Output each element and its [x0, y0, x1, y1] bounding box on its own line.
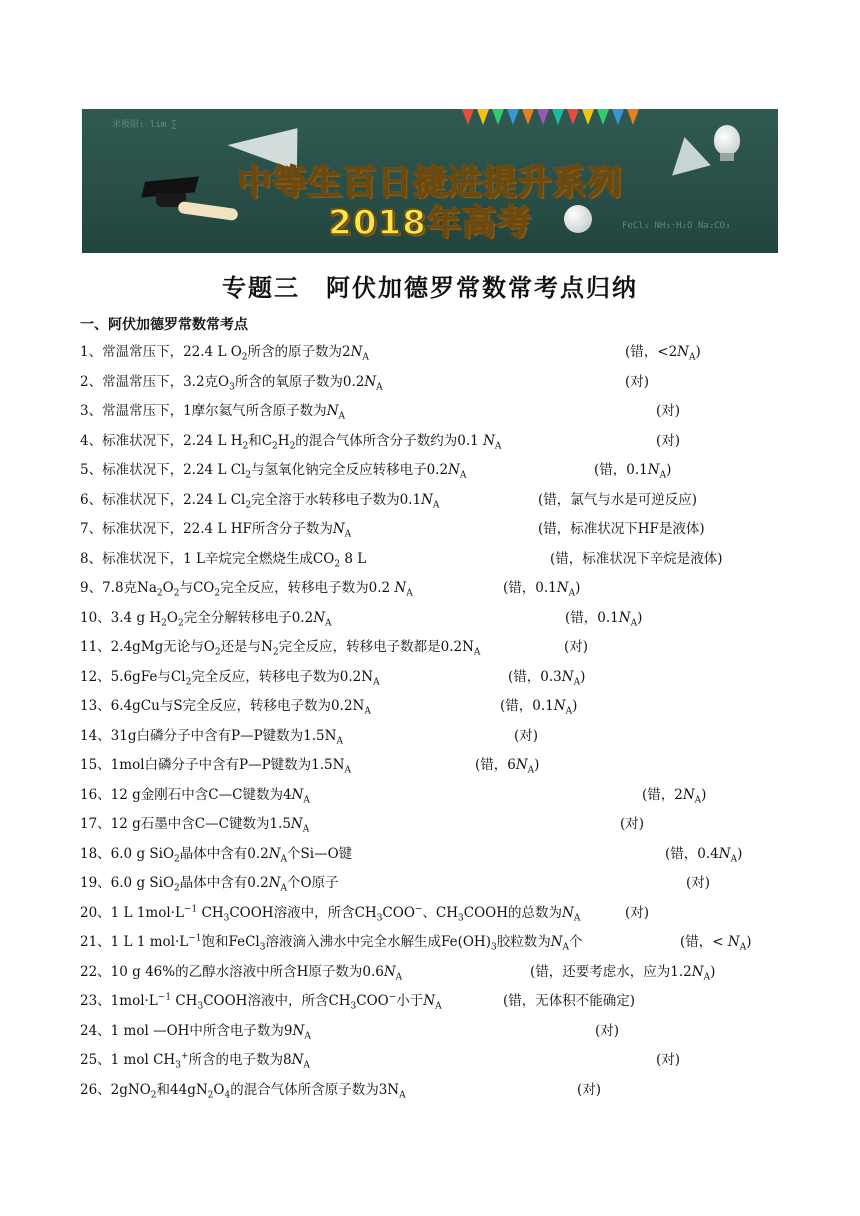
question-text: 22、10 g 46%的乙醇水溶液中所含H原子数为$0.6N_A$ — [80, 963, 403, 983]
list-item — [80, 1019, 780, 1041]
list-item — [80, 429, 780, 451]
answer-text: (对) — [656, 403, 681, 419]
list-item — [80, 458, 780, 480]
question-text: 21、1 L 1 $mol\cdot L^{-1}$饱和FeCl$_3$溶液滴入沸水中完全水解生成$Fe(OH)_3$胶粒数为$N_A$个 — [80, 933, 583, 953]
answer-text: (错，$0.1N_A$) — [565, 609, 643, 629]
list-item — [80, 370, 780, 392]
list-item — [80, 901, 780, 923]
chalk-formula-right: FeCl₃ NH₃·H₂O Na₂CO₃ — [622, 221, 731, 231]
question-text: 16、12 g金刚石中含C—C键数为$4N_A$ — [80, 786, 310, 806]
list-item — [80, 517, 780, 539]
list-item — [80, 694, 780, 716]
question-text: 15、1mol白磷分子中含有P—P键数为$1.5N_A$ — [80, 757, 351, 776]
question-text: 7、标准状况下，22.4 L HF所含分子数为$N_A$ — [80, 521, 352, 540]
list-item — [80, 606, 780, 628]
question-text: 25、1 mol $CH_3^+$所含的电子数为$8N_A$ — [80, 1051, 310, 1071]
bunting-flag — [552, 109, 564, 125]
bunting-flags — [462, 109, 639, 125]
question-text: 23、$1mol\cdot L^{-1}$ $CH_3COOH$溶液中，所含$CH_3COO^-$小于$N_A$ — [80, 992, 442, 1012]
list-item — [80, 576, 780, 598]
bunting-flag — [522, 109, 534, 125]
answer-text: (错，$0.1N_A$) — [503, 580, 581, 599]
answer-text: (错，$0.1N_A$) — [500, 698, 578, 717]
list-item — [80, 960, 780, 982]
answer-text: (错，标准状况下HF是液体) — [538, 521, 705, 537]
answer-text: (对) — [625, 373, 650, 390]
question-text: 8、标准状况下，1 L辛烷完全燃烧生成$CO_2$ 8 L — [80, 550, 367, 570]
question-text: 6、标准状况下，2.24 L $Cl_2$完全溶于水转移电子数为$0.1N_A$ — [80, 491, 440, 511]
list-item — [80, 399, 780, 421]
banner-title-line2: 2018年高考 — [328, 203, 532, 243]
list-item — [80, 753, 780, 775]
question-text: 4、标准状况下，2.24 L $H_2$和$C_2H_2$的混合气体所含分子数约为0.1 $N_A$ — [80, 432, 502, 452]
answer-text: (对) — [514, 727, 539, 744]
bunting-flag — [582, 109, 594, 125]
list-item — [80, 1048, 780, 1070]
bunting-flag — [567, 109, 579, 125]
answer-text: (对) — [577, 1081, 602, 1098]
answer-text: (错，标准状况下辛烷是液体) — [550, 550, 723, 567]
bunting-flag — [597, 109, 609, 125]
question-text: 3、常温常压下，1摩尔氦气所含原子数为$N_A$ — [80, 403, 345, 422]
question-text: 24、1 mol —OH中所含电子数为$9N_A$ — [80, 1022, 311, 1042]
question-text: 18、6.0 g SiO$_2$晶体中含有$0.2N_A$个Si—O键 — [80, 845, 353, 865]
answer-text: (对) — [656, 1052, 681, 1068]
list-item — [80, 812, 780, 834]
answer-text: (错，氯气与水是可逆反应) — [538, 491, 698, 508]
question-text: 12、5.6gFe与$Cl_2$完全反应，转移电子数为$0.2N_A$ — [80, 668, 380, 688]
list-item — [80, 1078, 780, 1100]
chalk-formula-left: 求极限: lim ∑ — [112, 120, 177, 130]
bunting-flag — [612, 109, 624, 125]
page-title: 专题三 阿伏加德罗常数常考点归纳 — [222, 274, 638, 302]
answer-text: (错，还要考虑水，应为$1.2N_A$) — [530, 963, 716, 983]
bunting-flag — [492, 109, 504, 125]
answer-text: (对) — [595, 1022, 620, 1039]
answer-text: (错，$2N_A$) — [642, 786, 707, 806]
question-text: 19、6.0 g SiO$_2$晶体中含有$0.2N_A$个O原子 — [80, 875, 339, 894]
answer-text: (错，$6N_A$) — [475, 757, 540, 776]
question-text: 26、2gNO$_2$和$44gN_2O_4$的混合气体所含原子数为$3N_A$ — [80, 1081, 406, 1101]
question-text: 5、标准状况下，2.24 L $Cl_2$与氢氧化钠完全反应转移电子$0.2N_A$ — [80, 462, 467, 481]
answer-text: (错，$0.3N_A$) — [508, 668, 586, 688]
question-text: 1、常温常压下，22.4 L $O_2$所含的原子数为$2N_A$ — [80, 344, 369, 363]
list-item — [80, 871, 780, 893]
bunting-flag — [507, 109, 519, 125]
answer-text: (错，$<2N_A$) — [625, 344, 701, 363]
question-text: 9、7.8克$Na_2O_2$与$CO_2$完全反应，转移电子数为0.2 $N_A$ — [80, 580, 413, 599]
answer-text: (对) — [620, 816, 645, 832]
list-item — [80, 842, 780, 864]
light-bulb-icon — [714, 125, 740, 155]
banner-title-line1: 中等生百日捷进提升系列 — [237, 163, 623, 203]
list-item — [80, 724, 780, 746]
section-heading: 一、阿伏加德罗常数常考点 — [80, 317, 248, 333]
list-item — [80, 488, 780, 510]
question-text: 11、2.4gMg无论与$O_2$还是与$N_2$完全反应，转移电子数都是$0.2N_A$ — [80, 639, 481, 658]
answer-text: (对) — [625, 904, 650, 921]
question-text: 2、常温常压下，3.2克$O_3$所含的氧原子数为$0.2N_A$ — [80, 373, 383, 393]
list-item — [80, 930, 780, 952]
bunting-flag — [462, 109, 474, 125]
list-item — [80, 783, 780, 805]
bunting-flag — [477, 109, 489, 125]
answer-text: (错，$0.1N_A$) — [594, 462, 672, 481]
list-item — [80, 340, 780, 362]
answer-text: (错，$0.4N_A$) — [665, 845, 743, 865]
list-item — [80, 635, 780, 657]
question-text: 14、31g白磷分子中含有P—P键数为$1.5N_A$ — [80, 727, 343, 747]
bunting-flag — [627, 109, 639, 125]
answer-text: (对) — [564, 639, 589, 655]
question-text: 10、3.4 g $H_2O_2$完全分解转移电子$0.2N_A$ — [80, 609, 332, 629]
question-text: 20、1 L $1mol\cdot L^{-1}$ $CH_3COOH$溶液中，所含$CH_3COO^-$、$CH_3COOH$的总数为$N_A$ — [80, 904, 581, 924]
answer-text: (错，无体积不能确定) — [503, 993, 636, 1009]
list-item — [80, 665, 780, 687]
answer-text: (错，< $N_A$) — [680, 934, 752, 953]
question-text: 13、6.4gCu与S完全反应，转移电子数为$0.2N_A$ — [80, 698, 371, 717]
header-banner — [82, 109, 778, 253]
bunting-flag — [537, 109, 549, 125]
answer-text: (对) — [656, 432, 681, 449]
question-text: 17、12 g石墨中含C—C键数为$1.5N_A$ — [80, 816, 310, 835]
list-item — [80, 547, 780, 569]
answer-text: (对) — [686, 875, 711, 891]
list-item — [80, 989, 780, 1011]
